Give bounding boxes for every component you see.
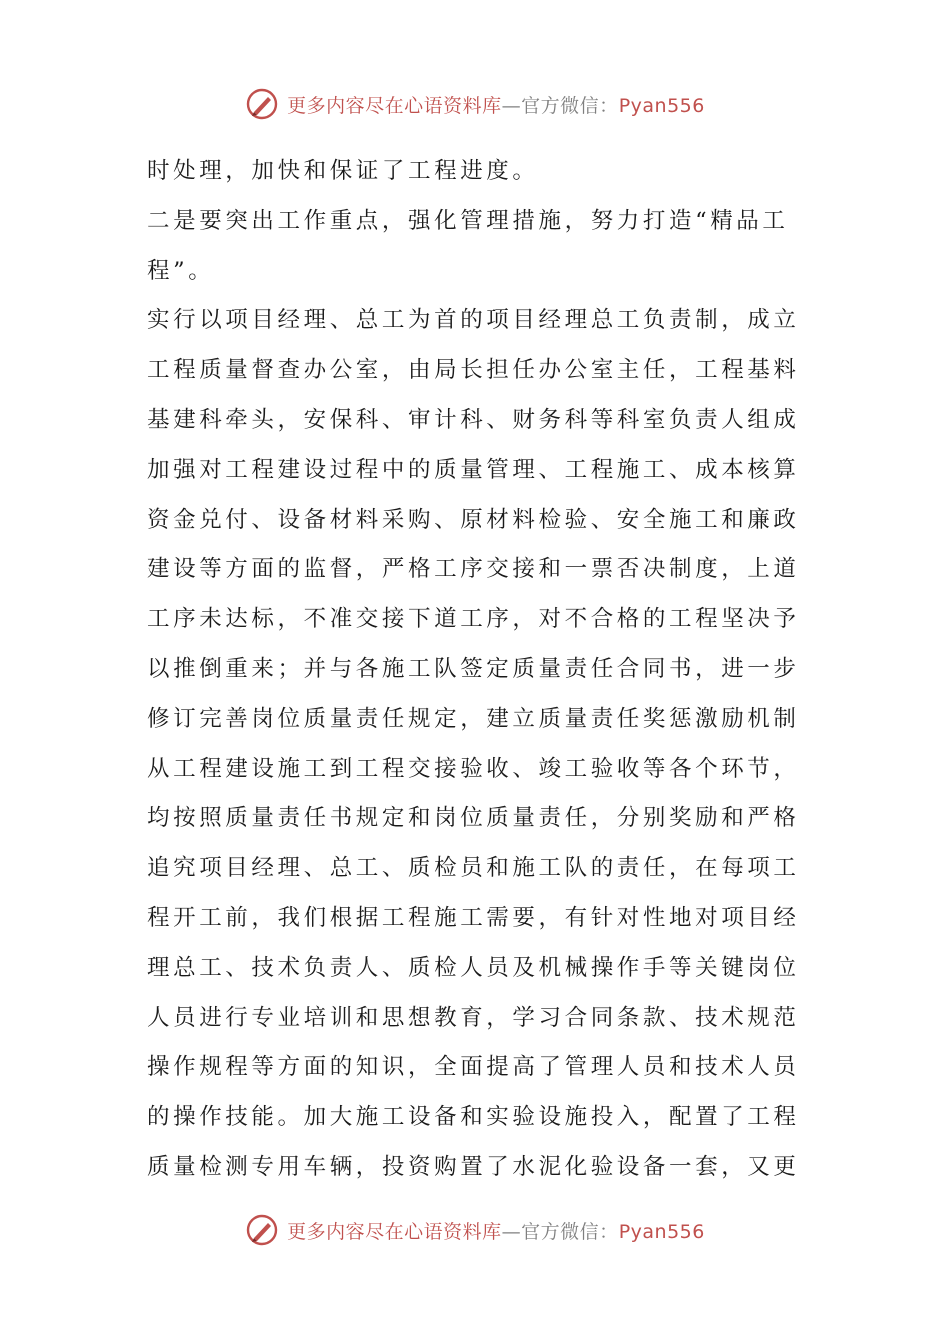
text-line: 从工程建设施工到工程交接验收、竣工验收等各个环节， [147, 755, 800, 782]
text-line: 工序未达标，不准交接下道工序，对不合格的工程坚决予 [147, 606, 800, 633]
pen-logo-icon [245, 1213, 279, 1247]
text-line: 二是要突出工作重点，强化管理措施，努力打造“精品工 [147, 207, 789, 234]
text-line: 加强对工程建设过程中的质量管理、工程施工、成本核算 [147, 456, 800, 483]
text-line: 以推倒重来；并与各施工队签定质量责任合同书，进一步 [147, 655, 800, 682]
watermark-text [287, 91, 705, 118]
text-line: 工程质量督查办公室，由局长担任办公室主任，工程基料 [147, 357, 800, 384]
text-line: 修订完善岗位质量责任规定，建立质量责任奖惩激励机制 [147, 705, 800, 732]
watermark-label: 官方微信： [521, 94, 619, 117]
watermark-dash: — [501, 1220, 522, 1243]
watermark-text [287, 1217, 705, 1244]
text-line: 均按照质量责任书规定和岗位质量责任，分别奖励和严格 [147, 805, 800, 832]
paragraph-2 [147, 197, 807, 297]
watermark-main: 更多内容尽在心语资料库 [287, 94, 502, 117]
text-line: 的操作技能。加大施工设备和实验设施投入，配置了工程 [147, 1104, 800, 1131]
text-line: 资金兑付、设备材料采购、原材料检验、安全施工和廉政 [147, 506, 800, 533]
document-body [147, 147, 807, 1193]
text-line: 程开工前，我们根据工程施工需要，有针对性地对项目经 [147, 904, 800, 931]
paragraph-1 [147, 147, 807, 197]
text-line: 时处理，加快和保证了工程进度。 [147, 158, 539, 184]
watermark-label: 官方微信： [521, 1220, 619, 1243]
text-line: 追究项目经理、总工、质检员和施工队的责任，在每项工 [147, 855, 800, 882]
text-line: 建设等方面的监督，严格工序交接和一票否决制度，上道 [147, 556, 800, 583]
watermark-account: Pyan556 [618, 94, 705, 117]
text-line: 质量检测专用车辆，投资购置了水泥化验设备一套，又更 [147, 1153, 800, 1180]
paragraph-3 [147, 296, 807, 1192]
watermark-main: 更多内容尽在心语资料库 [287, 1220, 502, 1243]
text-line: 操作规程等方面的知识，全面提高了管理人员和技术人员 [147, 1054, 800, 1081]
header-watermark [0, 84, 950, 124]
watermark-dash: — [501, 94, 522, 117]
pen-logo-icon [245, 87, 279, 121]
watermark-account: Pyan556 [618, 1220, 705, 1243]
text-line: 实行以项目经理、总工为首的项目经理总工负责制，成立 [147, 307, 800, 334]
text-line: 程”。 [147, 257, 215, 284]
footer-watermark [0, 1210, 950, 1250]
text-line: 理总工、技术负责人、质检人员及机械操作手等关键岗位 [147, 954, 800, 981]
text-line: 基建科牵头，安保科、审计科、财务科等科室负责人组成 [147, 406, 800, 433]
text-line: 人员进行专业培训和思想教育，学习合同条款、技术规范 [147, 1004, 800, 1031]
